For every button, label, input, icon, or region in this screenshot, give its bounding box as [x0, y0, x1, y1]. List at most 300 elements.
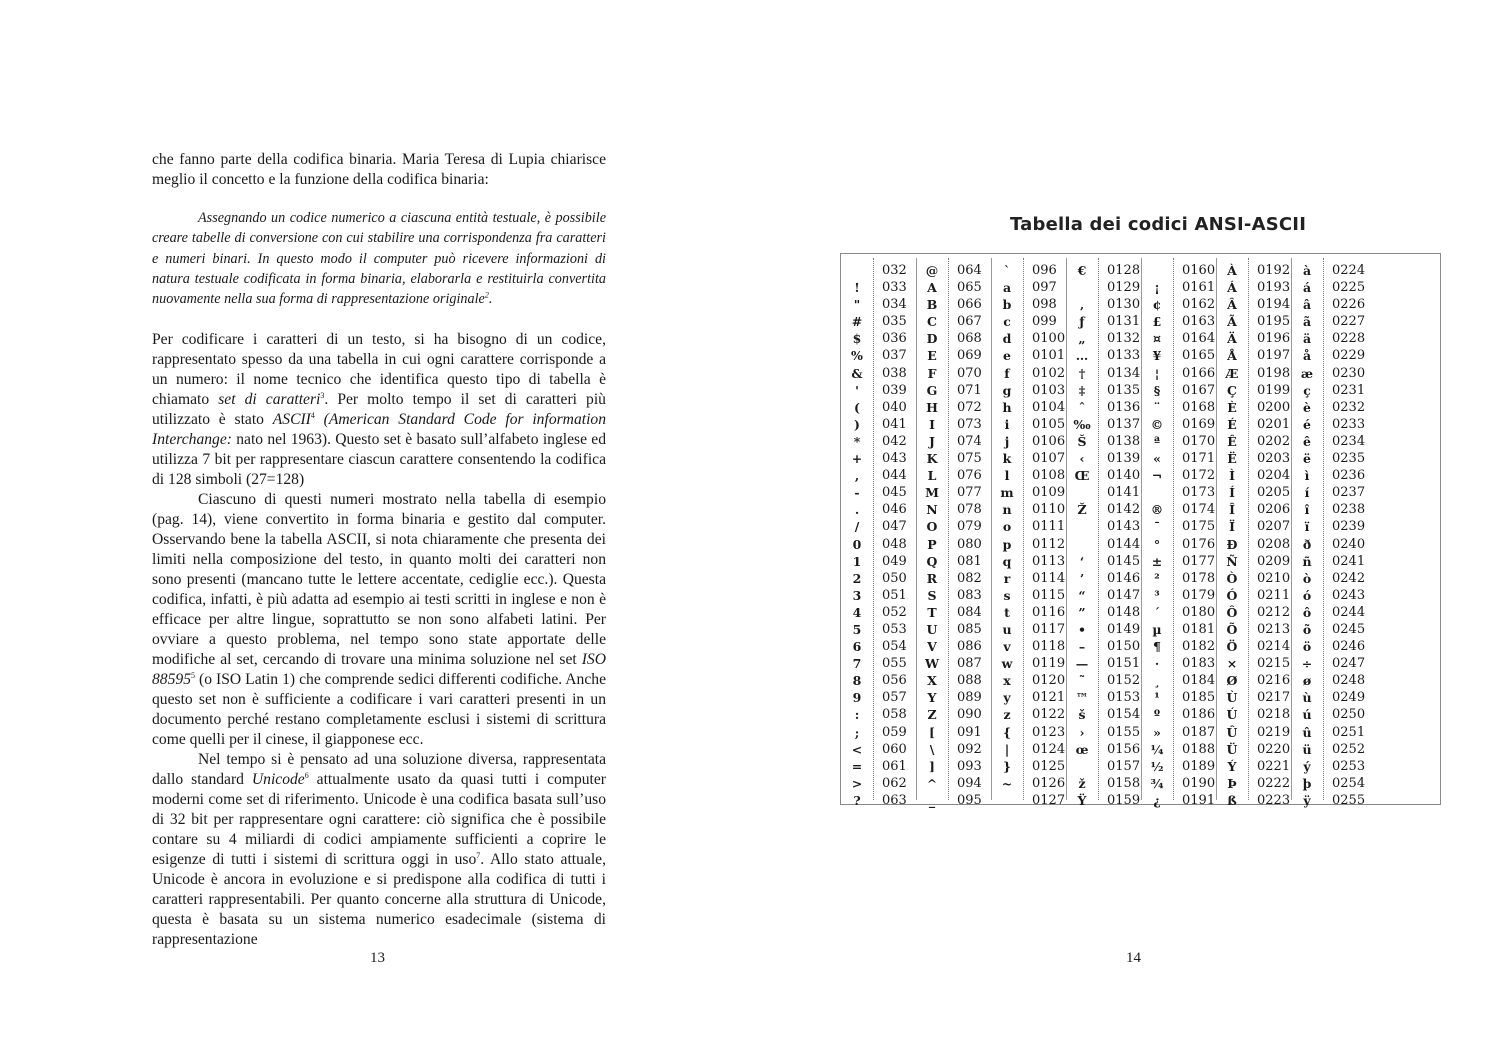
table-char: è — [1303, 399, 1311, 415]
table-code: 0213 — [1257, 621, 1291, 637]
table-char: ý — [1303, 758, 1311, 774]
table-code: 059 — [882, 724, 907, 740]
table-code: 0248 — [1332, 673, 1366, 689]
table-code: 0197 — [1257, 348, 1291, 364]
table-char: ÿ — [1303, 792, 1311, 808]
table-code: 0233 — [1332, 416, 1366, 432]
table-char: µ — [1152, 621, 1162, 637]
table-code: 0190 — [1182, 775, 1216, 791]
term-set-di-caratteri: set di caratteri — [218, 391, 321, 408]
table-char: ú — [1302, 707, 1312, 723]
table-code: 0105 — [1032, 416, 1066, 432]
text-run: nato nel 1963). Questo set è basato sull’alfabeto inglese ed utilizza 7 bit per rappresentare ciascun carattere consentendo la codifica di 128 simboli (27=128) — [152, 431, 606, 488]
table-char — [991, 792, 1023, 809]
footnote-ref: 2 — [484, 290, 489, 300]
page-number: 13 — [370, 950, 385, 966]
table-code: 0106 — [1032, 433, 1066, 449]
table-char: ; — [854, 724, 860, 740]
table-code: 034 — [882, 297, 907, 313]
table-code: 0136 — [1107, 399, 1141, 415]
table-code: 0182 — [1182, 639, 1216, 655]
table-code: 0149 — [1107, 621, 1141, 637]
table-char: ¥ — [1152, 348, 1162, 364]
table-char: h — [1002, 399, 1012, 415]
table-char: F — [927, 365, 937, 381]
table-code: 088 — [957, 673, 982, 689]
table-char: ’ — [1079, 570, 1085, 586]
column-divider — [873, 258, 874, 800]
table-char: © — [1150, 416, 1164, 432]
column-divider — [1023, 258, 1024, 800]
table-code: 0228 — [1332, 331, 1366, 347]
table-code: 039 — [882, 382, 907, 398]
text-run: Per codificare i caratteri di un testo, si ha bisogno di un codice, rappresentato spesso da una tabella in cui ogni carattere corrisponde a un numero: il nome tecnico che identifica questo tipo di tabella è chiamato — [152, 331, 606, 408]
table-char: ‹ — [1079, 451, 1085, 467]
table-char: ¤ — [1153, 331, 1161, 347]
table-code: 0208 — [1257, 536, 1291, 552]
table-char: j — [1004, 433, 1010, 449]
table-char: Q — [926, 553, 938, 569]
group-divider — [1291, 258, 1292, 800]
table-char: d — [1002, 331, 1012, 347]
table-code: 044 — [882, 468, 907, 484]
footnote-ref: 6 — [304, 770, 309, 780]
table-code: 0255 — [1332, 792, 1366, 808]
table-char: Ï — [1229, 519, 1235, 535]
table-char: N — [926, 502, 938, 518]
table-code: 0218 — [1257, 707, 1291, 723]
table-char: ¡ — [1154, 280, 1160, 296]
table-char: ò — [1302, 570, 1312, 586]
table-code: 0156 — [1107, 741, 1141, 757]
table-code: 0107 — [1032, 451, 1066, 467]
table-code: 0165 — [1182, 348, 1216, 364]
table-char: } — [1002, 758, 1012, 774]
table-char: w — [1001, 656, 1013, 672]
table-code: 0160 — [1182, 263, 1216, 278]
table-code: 0225 — [1332, 280, 1366, 296]
table-char: * — [853, 433, 861, 449]
table-code: 0237 — [1332, 485, 1366, 501]
table-code: 067 — [957, 314, 982, 330]
right-page — [756, 0, 1512, 1058]
table-char: = — [851, 758, 863, 774]
table-char: Ö — [1226, 639, 1238, 655]
table-code: 0223 — [1257, 792, 1291, 808]
table-code: 0155 — [1107, 724, 1141, 740]
table-char: ! — [854, 280, 860, 296]
table-code: 0166 — [1182, 365, 1216, 381]
footnote-ref: 3 — [320, 390, 325, 400]
table-char: ß — [1227, 792, 1237, 808]
table-code: 0164 — [1182, 331, 1216, 347]
table-char: Ò — [1226, 570, 1238, 586]
table-char: Ë — [1227, 451, 1237, 467]
table-code: 0173 — [1182, 485, 1216, 501]
table-char: ñ — [1302, 553, 1312, 569]
table-code: 0128 — [1107, 263, 1141, 278]
table-code: 0158 — [1107, 775, 1141, 791]
quote-text: Assegnando un codice numerico a ciascuna entità testuale, è possibile creare tabelle di conversione con cui stabilire una corrispondenza fra caratteri e numeri binari. In questo modo il computer può ricevere informazioni di natura testuale codificata in forma binaria, elaborarla e restituirla convertita nuovamente nella sua forma di rappresentazione originale — [152, 210, 606, 308]
table-char: þ — [1302, 775, 1312, 791]
table-char: § — [1153, 382, 1161, 398]
table-code: 085 — [957, 621, 982, 637]
table-code: 043 — [882, 451, 907, 467]
table-char: ) — [854, 416, 860, 432]
table-char: ¸ — [1153, 673, 1161, 689]
table-char: Ÿ — [1077, 792, 1087, 808]
table-code: 0179 — [1182, 587, 1216, 603]
table-code: 0120 — [1032, 673, 1066, 689]
table-code: 0176 — [1182, 536, 1216, 552]
table-char: Ú — [1226, 707, 1238, 723]
column-divider — [1098, 258, 1099, 800]
table-code: 0232 — [1332, 399, 1366, 415]
table-char: A — [927, 280, 937, 296]
table-code: 0241 — [1332, 553, 1366, 569]
table-char: ³ — [1154, 587, 1160, 603]
table-code: 0246 — [1332, 639, 1366, 655]
table-code: 0183 — [1182, 656, 1216, 672]
paragraph-2 — [152, 490, 606, 750]
table-char: , — [854, 468, 860, 484]
group-divider — [991, 258, 992, 800]
table-code: 0236 — [1332, 468, 1366, 484]
paragraph-1 — [152, 330, 606, 490]
table-code: 0139 — [1107, 451, 1141, 467]
table-char: # — [851, 314, 863, 330]
table-char: " — [853, 297, 861, 313]
table-code: 0219 — [1257, 724, 1291, 740]
table-code: 0146 — [1107, 570, 1141, 586]
table-code: 0212 — [1257, 604, 1291, 620]
table-char: › — [1079, 724, 1085, 740]
table-char: å — [1302, 348, 1312, 364]
table-code: 090 — [957, 707, 982, 723]
table-code: 0191 — [1182, 792, 1216, 808]
table-char: | — [1004, 741, 1010, 757]
table-char: q — [1002, 553, 1012, 569]
table-code: 0111 — [1032, 519, 1066, 535]
paragraph-3 — [152, 750, 606, 950]
table-code: 0186 — [1182, 707, 1216, 723]
table-char: Â — [1227, 297, 1237, 313]
table-code: 092 — [957, 741, 982, 757]
table-code: 0119 — [1032, 656, 1066, 672]
table-char: · — [1154, 656, 1160, 672]
table-char: É — [1227, 416, 1237, 432]
table-char: @ — [925, 263, 939, 278]
table-char: % — [851, 348, 863, 364]
table-code: 0196 — [1257, 331, 1291, 347]
table-code: 094 — [957, 775, 982, 791]
table-char: ” — [1078, 604, 1086, 620]
table-char: 8 — [852, 673, 862, 689]
table-code: 0195 — [1257, 314, 1291, 330]
table-code: 0230 — [1332, 365, 1366, 381]
table-char: Ê — [1227, 433, 1237, 449]
table-char: ¹ — [1154, 690, 1160, 706]
table-code: 078 — [957, 502, 982, 518]
table-char: « — [1153, 451, 1161, 467]
table-char: ð — [1302, 536, 1312, 552]
table-code: 0188 — [1182, 741, 1216, 757]
table-code: 070 — [957, 365, 982, 381]
table-code: 0250 — [1332, 707, 1366, 723]
table-char: ¼ — [1150, 741, 1164, 757]
table-code: 0118 — [1032, 639, 1066, 655]
table-code: 062 — [882, 775, 907, 791]
table-code: 0157 — [1107, 758, 1141, 774]
table-char: X — [927, 673, 937, 689]
table-code: 0103 — [1032, 382, 1066, 398]
table-char: C — [927, 314, 937, 330]
table-code: 0211 — [1257, 587, 1291, 603]
table-code: 0243 — [1332, 587, 1366, 603]
table-char: ï — [1304, 519, 1310, 535]
table-char: ü — [1302, 741, 1312, 757]
table-char: ª — [1153, 433, 1161, 449]
table-char: – — [1078, 639, 1086, 655]
table-char: ¾ — [1150, 775, 1164, 791]
table-char — [1066, 279, 1098, 296]
table-char: ~ — [1001, 775, 1013, 791]
footnote-ref: 4 — [310, 410, 315, 420]
table-code: 0200 — [1257, 399, 1291, 415]
table-char: € — [1077, 263, 1087, 278]
table-char: • — [1078, 621, 1086, 637]
table-code: 0207 — [1257, 519, 1291, 535]
table-char: Š — [1077, 433, 1087, 449]
table-code: 0115 — [1032, 587, 1066, 603]
table-code: 0104 — [1032, 399, 1066, 415]
table-char: ? — [853, 792, 861, 808]
table-code: 0129 — [1107, 280, 1141, 296]
table-char: ç — [1303, 382, 1311, 398]
table-code: 037 — [882, 348, 907, 364]
table-code: 0249 — [1332, 690, 1366, 706]
table-code: 081 — [957, 553, 982, 569]
column-divider — [948, 258, 949, 800]
table-char: Ì — [1229, 468, 1235, 484]
table-char: õ — [1302, 621, 1312, 637]
table-char: U — [926, 621, 938, 637]
text-run: . Per molto tempo il set di caratteri più utilizzato è stato — [152, 391, 606, 428]
table-char: Å — [1227, 348, 1237, 364]
table-code: 0138 — [1107, 433, 1141, 449]
table-code: 051 — [882, 587, 907, 603]
table-code: 072 — [957, 399, 982, 415]
table-code: 0253 — [1332, 758, 1366, 774]
table-char: Þ — [1227, 775, 1237, 791]
table-code: 073 — [957, 416, 982, 432]
table-char: B — [926, 297, 938, 313]
column-divider — [1173, 258, 1174, 800]
table-char: Õ — [1226, 621, 1238, 637]
term-ascii-expansion: (American Standard Code for information Interchange: — [152, 411, 606, 448]
table-char: ø — [1302, 673, 1312, 689]
table-code: 098 — [1032, 297, 1057, 313]
table-code: 0205 — [1257, 485, 1291, 501]
table-char: ` — [1003, 263, 1011, 278]
table-char: ù — [1302, 690, 1312, 706]
table-char: † — [1078, 365, 1086, 381]
table-code: 084 — [957, 604, 982, 620]
table-code: 0177 — [1182, 553, 1216, 569]
table-char: Ð — [1226, 536, 1238, 552]
table-char: g — [1002, 382, 1012, 398]
table-char: $ — [852, 331, 862, 347]
table-code: 0178 — [1182, 570, 1216, 586]
table-code: 0162 — [1182, 297, 1216, 313]
table-code: 038 — [882, 365, 907, 381]
table-code: 0242 — [1332, 570, 1366, 586]
table-char: » — [1153, 724, 1161, 740]
table-char: S — [927, 587, 937, 603]
table-code: 0206 — [1257, 502, 1291, 518]
table-char: m — [1000, 485, 1014, 501]
table-code: 096 — [1032, 263, 1057, 278]
table-char: t — [1004, 604, 1010, 620]
table-code: 048 — [882, 536, 907, 552]
text-run: . Allo stato attuale, Unicode è ancora in evoluzione e si predispone alla codifica di tutti i caratteri rappresentabili. Per quanto concerne alla struttura di Unicode, questa è basata su un sistema numerico esadecimale (sistema di rappresentazione — [152, 851, 606, 948]
table-code: 0209 — [1257, 553, 1291, 569]
table-char: c — [1003, 314, 1011, 330]
table-char: u — [1002, 621, 1012, 637]
table-char: ( — [854, 399, 860, 415]
table-char: Ø — [1226, 673, 1238, 689]
table-code: 061 — [882, 758, 907, 774]
table-code: 0244 — [1332, 604, 1366, 620]
table-char: ¨ — [1153, 399, 1161, 415]
table-code: 086 — [957, 639, 982, 655]
table-char: a — [1002, 280, 1012, 296]
table-code: 0252 — [1332, 741, 1366, 757]
table-char: Ý — [1227, 758, 1237, 774]
table-code: 080 — [957, 536, 982, 552]
table-char: D — [926, 331, 938, 347]
table-code: 0194 — [1257, 297, 1291, 313]
table-code: 0145 — [1107, 553, 1141, 569]
table-code: 0131 — [1107, 314, 1141, 330]
table-code: 0154 — [1107, 707, 1141, 723]
table-char: ² — [1154, 570, 1160, 586]
table-code: 0245 — [1332, 621, 1366, 637]
table-code: 069 — [957, 348, 982, 364]
table-code: 057 — [882, 690, 907, 706]
table-char: < — [851, 741, 863, 757]
table-code: 0109 — [1032, 485, 1066, 501]
table-char: Y — [927, 690, 937, 706]
table-code: 0116 — [1032, 604, 1066, 620]
table-char: / — [854, 519, 860, 535]
table-char: J — [929, 433, 935, 449]
table-code: 0198 — [1257, 365, 1291, 381]
table-code: 0112 — [1032, 536, 1066, 552]
table-code: 0217 — [1257, 690, 1291, 706]
table-char: G — [926, 382, 938, 398]
table-char: : — [854, 707, 860, 723]
table-char — [841, 262, 873, 279]
table-code: 0215 — [1257, 656, 1291, 672]
table-code: 0210 — [1257, 570, 1291, 586]
table-char: Ù — [1226, 690, 1238, 706]
text-run: Nel tempo si è pensato ad una soluzione diversa, rappresentata dallo standard — [152, 751, 606, 788]
block-quote: Assegnando un codice numerico a ciascuna entità testuale, è possibile creare tabelle di conversione con cui stabilire una corrispondenza fra caratteri e numeri binari. In questo modo il computer può ricevere informazioni di natura testuale codificata in forma binaria, elaborarla e restituirla convertita nuovamente nella sua forma di rappresentazione originale$^2$. — [152, 210, 606, 308]
table-char: K — [926, 451, 938, 467]
table-code: 055 — [882, 656, 907, 672]
table-char: ƒ — [1079, 314, 1085, 330]
table-char: ¬ — [1151, 468, 1163, 484]
table-code: 033 — [882, 280, 907, 296]
table-code: 036 — [882, 331, 907, 347]
table-char: e — [1003, 348, 1011, 364]
table-code: 091 — [957, 724, 982, 740]
table-code: 0224 — [1332, 263, 1366, 278]
table-code: 0110 — [1032, 502, 1066, 518]
column-divider — [1323, 258, 1324, 800]
table-char — [1066, 536, 1098, 553]
table-char: Î — [1229, 502, 1235, 518]
table-code: 0122 — [1032, 707, 1066, 723]
table-char: × — [1226, 656, 1238, 672]
table-char: - — [854, 485, 860, 501]
table-code: 0229 — [1332, 348, 1366, 364]
table-char: ] — [929, 758, 935, 774]
footnote-ref: 5 — [190, 670, 195, 680]
table-char: P — [927, 536, 937, 552]
table-code: 0254 — [1332, 775, 1366, 791]
table-code: 0130 — [1107, 297, 1141, 313]
table-char: Ç — [1227, 382, 1237, 398]
table-code: 049 — [882, 553, 907, 569]
table-code: 0226 — [1332, 297, 1366, 313]
table-char — [1066, 758, 1098, 775]
table-code: 0214 — [1257, 639, 1291, 655]
table-code: 0161 — [1182, 280, 1216, 296]
table-char: Á — [1227, 280, 1237, 296]
ascii-code-table — [840, 253, 1441, 808]
table-code: 0169 — [1182, 416, 1216, 432]
table-char: … — [1075, 348, 1089, 364]
table-char: \ — [929, 741, 935, 757]
table-code: 0239 — [1332, 519, 1366, 535]
table-char: E — [927, 348, 937, 364]
text-run: Ciascuno di questi numeri mostrato nella tabella di esempio (pag. 14), viene convertito in forma binaria e gestito dal computer. Osservando bene la tabella ASCII, si nota chiaramente che presenta dei limiti nella composizione del testo, in quanto molti dei caratteri non sono presenti (mancano tutte le lettere accentate, cediglie ecc.). Questa codifica, infatti, è più adatta ad esempio ai testi scritti in inglese e non è efficace per altre lingue, soprattutto se non sono alfabeti latini. Per ovviare a questo problema, nel tempo sono state apportate delle modifiche al set, cercando di trovare una minima soluzione nel set — [152, 491, 606, 668]
body-text — [152, 330, 606, 950]
table-char: ì — [1304, 468, 1310, 484]
table-char: ™ — [1075, 690, 1089, 706]
table-code: 074 — [957, 433, 982, 449]
table-char: 5 — [852, 621, 862, 637]
table-code: 0134 — [1107, 365, 1141, 381]
table-code: 0140 — [1107, 468, 1141, 484]
table-code: 075 — [957, 451, 982, 467]
table-char: O — [926, 519, 938, 535]
table-char: 4 — [852, 604, 862, 620]
table-code: 065 — [957, 280, 982, 296]
table-char: â — [1302, 297, 1312, 313]
table-char: + — [851, 451, 863, 467]
table-char: “ — [1078, 587, 1086, 603]
table-code: 077 — [957, 485, 982, 501]
table-code: 0150 — [1107, 639, 1141, 655]
table-char: È — [1227, 399, 1237, 415]
table-code: 0147 — [1107, 587, 1141, 603]
table-code: 040 — [882, 399, 907, 415]
table-code: 0126 — [1032, 775, 1066, 791]
group-divider — [916, 258, 917, 800]
